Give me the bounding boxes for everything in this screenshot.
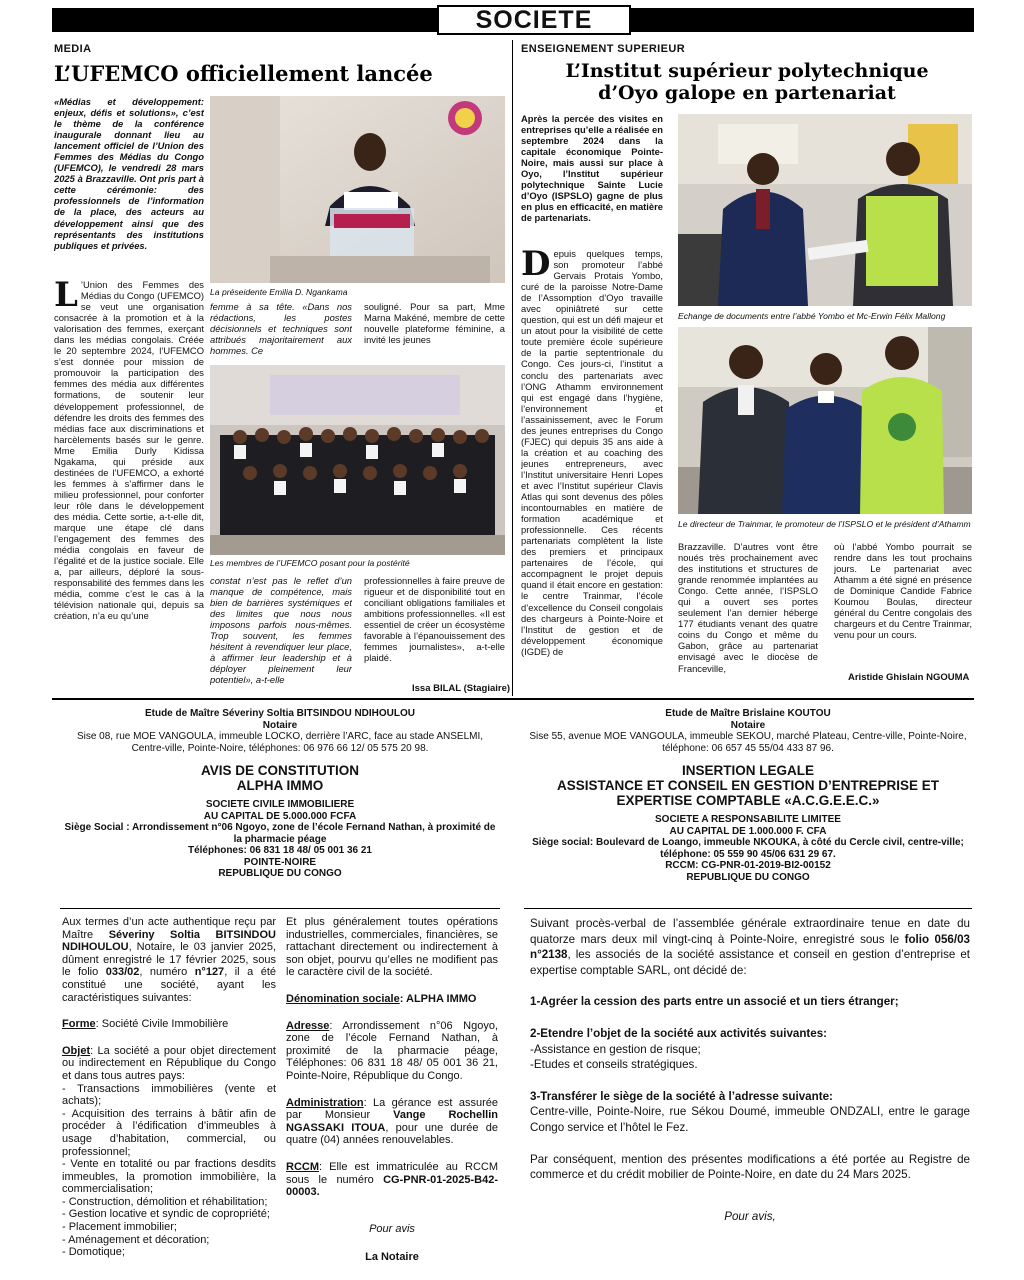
- notices-rule: [52, 698, 974, 700]
- objet-item: - Gestion locative et syndic de copropriété;: [62, 1208, 270, 1221]
- right-notice-siege: Siège social: Boulevard de Loango, immeuble NKOUKA, à côté du Cercle civil, centre-ville;: [532, 837, 964, 848]
- left-signature: Issa BILAL (Stagiaire): [412, 683, 511, 694]
- section-title: SOCIETE: [437, 5, 631, 35]
- right-notice-role: Notaire: [730, 719, 766, 731]
- left-notice-type: SOCIETE CIVILE IMMOBILIERE: [205, 799, 355, 810]
- right-col1-text: epuis quelques temps, son promoteur l’abbé Gervais Protais Yombo, curé de la paroisse Notre-Dame de l’Assomption d’Oyo travaille avec opiniâtreté sur cette question, qui est un défi majeur et un atout pour la visibilité de cette toute première école supérieure de la partie septentrionale du Congo. Ces jours-ci, l’institut a conclu des partenariats avec l’ONG Athamm environnement qui est engagé dans l’hygiène, l’environnement et l’assainissement, avec le Forum des jeunes entreprises du Congo (FJEC) qui depuis 35 ans aide à la création et au coaching des jeunes entrepreneurs, avec l’Institut universitaire Henri Lopes et avec l’Institut supérieur Clavis Atlas qui sont devenus des pôles incontournables en matière de formation académique et professionnelle. Ces récents partenariats complètent la liste des premiers et principaux partenaires de l’école, qui accompagnent le projet depuis quand il était encore en gestation: le centre Trainmar, l’école d’excellence du Conseil congolais des chargeurs à Pointe-Noire et l’Institut de gestion et de développement économique (IGDE) de: [521, 248, 663, 657]
- right-headline-line2: d’Oyo galope en partenariat: [598, 82, 896, 104]
- left-notice-address: Sise 08, rue MOE VANGOULA, immeuble LOCKO, derrière l’ARC, face au stade ANSELMI, Centre-ville, Pointe-Noire, téléphones: 06 976 66 12/ 05 575 20 98.: [76, 731, 484, 754]
- point2-item: -Etudes et conseils stratégiques.: [530, 1058, 698, 1072]
- left-notice-title2: ALPHA IMMO: [236, 778, 324, 793]
- point2-item: -Assistance en gestion de risque;: [530, 1042, 701, 1056]
- right-photo2-caption: Le directeur de Trainmar, le promoteur de l’ISPSLO et le président d’Athamm: [678, 519, 971, 529]
- right-signature: Aristide Ghislain NGOUMA: [848, 672, 970, 683]
- right-photo1-caption: Echange de documents entre l’abbé Yombo et Mc-Erwin Félix Mallong: [678, 311, 946, 321]
- right-headline: [521, 60, 973, 104]
- right-col2: Brazzaville. D’autres vont être noués très prochainement avec des institutions et structures de grande renommée implantées au Congo. Cette année, l’ISPSLO qui a ouvert ses portes seulement l’an dernier héberge 177 étudiants venant des quatre coins du Congo et même du Gabon, grâce au partenariat envisagé avec le diocèse de Franceville,: [678, 541, 818, 674]
- left-notice-pour-avis: Pour avis: [369, 1222, 415, 1235]
- right-notice-pour-avis: Pour avis,: [724, 1209, 776, 1223]
- left-col1: [54, 279, 204, 695]
- left-notice-c2-intro: Et plus généralement toutes opérations industrielles, commerciales, financières, se rattachant directement ou indirectement à son objet, pourvu qu’elles ne modifient pas le caractère civil de la société.: [286, 916, 498, 979]
- right-notice-point3-text: Centre-ville, Pointe-Noire, rue Sékou Doumé, immeuble ONDZALI, entre le garage Congo service et l’hôtel le Fez.: [530, 1105, 970, 1134]
- right-dropcap: D: [521, 248, 551, 284]
- left-notice-header: [60, 708, 500, 880]
- section-banner: [52, 8, 974, 32]
- left-notice-objet: Objet: La société a pour objet directement ou indirectement en République du Congo et dans tous autres pays:: [62, 1044, 276, 1082]
- right-notice-phone: téléphone: 05 559 90 45/06 631 29 67.: [660, 848, 836, 860]
- left-bottom-a: constat n’est pas le reflet d’un manque de compétence, mais bien de barrières systémiques et des limites que nous nous imposons parfois nous-mêmes. Trop souvent, les femmes hésitent à revendiquer leur place, à affirmer leur leadership et à déployer pleinement leur potentiel», a-t-elle: [210, 575, 352, 686]
- objet-item: - Acquisition des terrains à bâtir afin de procéder à l’édification d’immeubles à usage d’habitation, commercial, ou professionnel;: [62, 1107, 276, 1158]
- right-notice-conclusion: Par conséquent, mention des présentes modifications a été portée au Registre de commerce et du crédit mobilier de Pointe-Noire, en date du 24 Mars 2025.: [530, 1152, 970, 1182]
- left-notice-role: Notaire: [262, 719, 298, 731]
- right-headline-line1: L’Institut supérieur polytechnique: [565, 60, 929, 82]
- left-notice-adresse: Adresse: Arrondissement n°06 Ngoyo, zone de l’école Fernand Nathan, à proximité de la pharmacie péage, Téléphones: 06 831 18 48/ 05 001 36 21, Pointe-Noire, République du Congo.: [286, 1019, 498, 1082]
- column-divider: [512, 40, 513, 696]
- left-mid-b: souligné. Pour sa part, Mme Marna Makéné, membre de cette nouvelle plateforme féminine, a invité les jeunes: [364, 301, 505, 346]
- photo-three-leaders: [678, 327, 972, 514]
- left-notice-office: Etude de Maître Séveriny Soltia BITSINDOU NDIHOULOU: [144, 708, 416, 719]
- right-notice-body: [530, 916, 970, 1224]
- right-notice-header: [524, 708, 972, 883]
- right-notice-office: Etude de Maître Brislaine KOUTOU: [665, 708, 831, 719]
- photo-ufemco-members: [210, 365, 505, 555]
- objet-item: - Domotique;: [62, 1246, 125, 1259]
- right-col3: où l’abbé Yombo pourrait se rendre dans les tout prochains jours. Le partenariat avec Athamm a été signé en présence de Dominique Candide Fabrice Koumou Boulas, directeur général du Centre congolais des chargeurs et du Centre Trainmar, venu pour un cours.: [834, 541, 972, 641]
- left-notice-title1: AVIS DE CONSTITUTION: [200, 763, 359, 778]
- left-notice-rccm: RCCM: Elle est immatriculée au RCCM sous le numéro CG-PNR-01-2025-B42-00003.: [286, 1160, 498, 1199]
- right-notice-title1: INSERTION LEGALE: [681, 763, 814, 778]
- left-photo2-caption: Les membres de l’UFEMCO posant pour la postérité: [210, 558, 410, 568]
- photo-document-exchange: [678, 114, 972, 306]
- left-mid-a: femme à sa tête. «Dans nos rédactions, les postes décisionnels et techniques sont attribués majoritairement aux hommes. Ce: [210, 301, 352, 356]
- left-notice-rule: [60, 908, 500, 909]
- left-dropcap: L: [54, 279, 78, 315]
- left-notice-country: REPUBLIQUE DU CONGO: [218, 868, 342, 879]
- right-notice-point3: 3-Transférer le siège de la société à l’adresse suivante:: [530, 1089, 833, 1103]
- objet-item: - Placement immobilier;: [62, 1221, 177, 1234]
- right-notice-point2: 2-Etendre l’objet de la société aux activités suivantes:: [530, 1026, 828, 1040]
- left-headline: L’UFEMCO officiellement lancée: [54, 61, 433, 86]
- left-notice-capital: AU CAPITAL DE 5.000.000 FCFA: [203, 810, 357, 822]
- objet-item: - Transactions immobilières (vente et achats);: [62, 1082, 276, 1108]
- left-notice-phones: Téléphones: 06 831 18 48/ 05 001 36 21: [187, 845, 372, 856]
- left-kicker: MEDIA: [54, 43, 92, 55]
- objet-item: - Aménagement et décoration;: [62, 1233, 210, 1246]
- photo-president: [210, 96, 505, 283]
- right-notice-intro: Suivant procès-verbal de l’assemblée générale extraordinaire tenue en date du quatorze mars deux mil vingt-cinq à Pointe-Noire, enregistré sous le folio 056/03 n°2138, les associés de la société assistance et conseil en gestion d’entreprise et expertise comptable SARL, ont décidé de:: [530, 917, 970, 977]
- left-notice-siege: Siège Social : Arrondissement n°06 Ngoyo, zone de l’école Fernand Nathan, à proximité de la pharmacie péage: [64, 822, 496, 845]
- left-notice-col2: [286, 916, 498, 1280]
- right-kicker: ENSEIGNEMENT SUPERIEUR: [521, 43, 686, 55]
- left-notice-admin: Administration: La gérance est assurée par Monsieur Vange Rochellin NGASSAKI ITOUA, pour une durée de quatre (04) années renouvelables.: [286, 1096, 498, 1147]
- objet-item: - Construction, démolition et réhabilitation;: [62, 1195, 268, 1208]
- right-notice-type: SOCIETE A RESPONSABILITE LIMITEE: [655, 814, 841, 825]
- right-col1: [521, 248, 663, 688]
- left-notice-city: POINTE-NOIRE: [243, 856, 317, 868]
- left-notice-denom: Dénomination sociale: ALPHA IMMO: [286, 992, 477, 1005]
- objet-item: - Vente en totalité ou par fractions desdits immeubles, la promotion immobilière, la commercialisation;: [62, 1158, 276, 1196]
- right-notice-country: REPUBLIQUE DU CONGO: [686, 871, 810, 883]
- left-notice-intro: Aux termes d’un acte authentique reçu par Maître Séveriny Soltia BITSINDOU NDIHOULOU, Notaire, le 03 janvier 2025, dûment enregistré le 17 février 2025, sous le folio 033/02, numéro n°127, il a été constitué une société, ayant les caractéristiques suivantes:: [62, 916, 276, 1004]
- left-photo1-caption: La préseidente Emilia D. Ngankama: [210, 287, 348, 297]
- right-notice-rule: [524, 908, 972, 909]
- left-notice-col1: [62, 916, 276, 1280]
- right-notice-rccm: RCCM: CG-PNR-01-2019-BI2-00152: [665, 860, 831, 871]
- left-notice-notaire: La Notaire: [365, 1251, 419, 1264]
- left-notice-forme: Forme: Société Civile Immobilière: [62, 1018, 229, 1031]
- right-notice-title2: ASSISTANCE ET CONSEIL EN GESTION D’ENTREPRISE ET EXPERTISE COMPTABLE «A.C.G.E.E.C.»: [556, 778, 940, 808]
- right-notice-point1: 1-Agréer la cession des parts entre un associé et un tiers étranger;: [530, 995, 899, 1009]
- left-col1-text: ’Union des Femmes des Médias du Congo (UFEMCO) se veut une organisation consacrée à la promotion et à la valorisation des femmes, exerçant dans les médias congolais. Créée le 20 septembre 2024, l’UFEMCO s’est donnée pour mission de promouvoir la participation des femmes des média aux différentes formations, de soutenir leur développement professionnel, de défendre les droits des femmes des médias face aux discriminations et harcèlements basés sur le genre. Mme Emilia Durly Kidissa Ngakama, qui préside aux destinées de l’UFEMCO, a exhorté les femmes à s’affirmer dans le milieu professionnel, pour conforter leur rôle dans le développement des média. Cette sortie, a-t-elle dit, marque une étape clé dans l’engagement des femmes des média congolais en faveur de l’égalité et de la justice sociale. Elle a, par ailleurs, déploré la sous-responsabilité des femmes dans les média, comme c’est le cas à la télévision nationale qui, depuis sa création, n’a eu qu’une: [54, 279, 204, 622]
- right-notice-address: Sise 55, avenue MOE VANGOULA, immeuble SEKOU, marché Plateau, Centre-ville, Pointe-Noire, téléphone: 06 657 45 55/04 433 87 96.: [529, 731, 967, 754]
- right-lead: Après la percée des visites en entreprises qu’elle a réalisée en septembre 2024 dans la capitale économique Pointe-Noire, mais aussi sur place à Oyo, l’Institut supérieur polytechnique Sainte Lucie d’Oyo (ISPSLO) gagne de plus en plus en efficacité, en matière de partenariats.: [521, 113, 663, 224]
- left-bottom-b: professionnelles à faire preuve de rigueur et de disponibilité tout en conciliant obligations familiales et ambitions professionnelles. «Il est essentiel de créer un écosystème favorable à l’épanouissement des femmes journalistes», a-t-elle plaidé.: [364, 575, 505, 664]
- left-lead: «Médias et développement: enjeux, défis et solutions», c’est le thème de la conférence inaugurale donnant lieu au lancement officiel de l’Union des Femmes des Médias du Congo (UFEMCO), le vendredi 28 mars 2025 à Brazzaville. Ont pris part à cette cérémonie: des professionnels de l’information de la place, des acteurs au développement ainsi que des représentants des institutions publiques et privées.: [54, 96, 204, 251]
- right-notice-capital: AU CAPITAL DE 1.000.000 F. CFA: [669, 825, 827, 837]
